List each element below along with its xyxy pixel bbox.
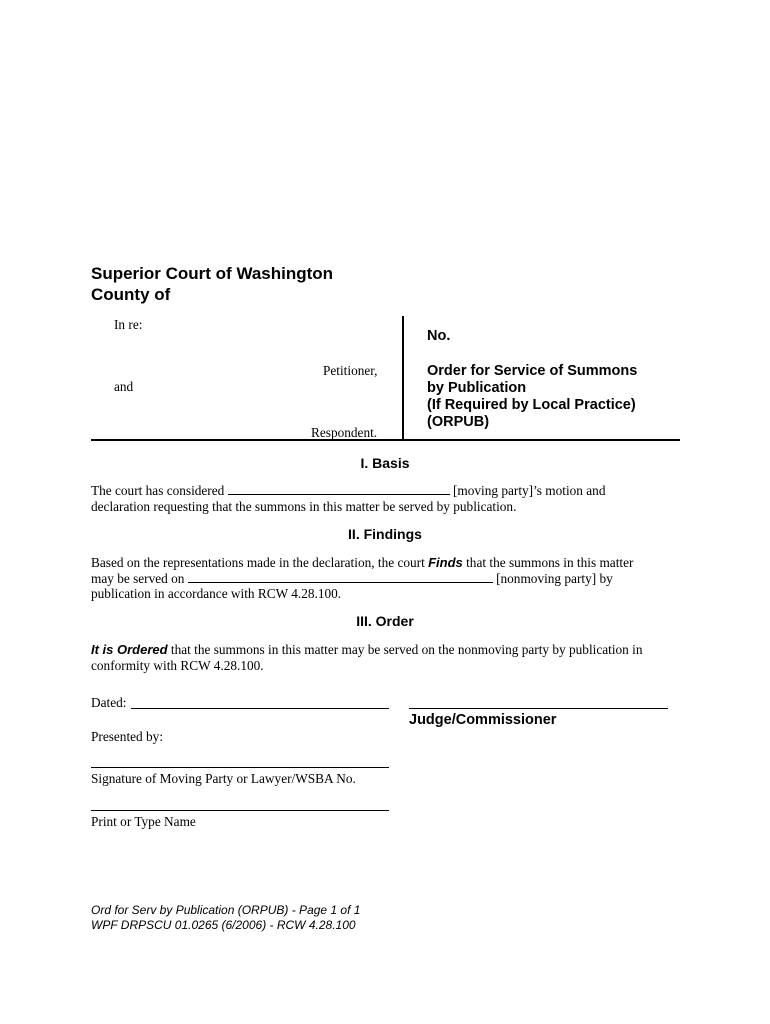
findings-paragraph (91, 555, 633, 602)
basis-line-2: declaration requesting that the summons in this matter be served by publication. (91, 498, 517, 514)
findings-line-2 (91, 571, 633, 587)
finds-emphasis: Finds (428, 555, 463, 570)
findings-line-1 (91, 555, 633, 571)
findings-line2-before: may be served on (91, 570, 185, 586)
respondent-label: Respondent. (311, 425, 378, 440)
page-footer (91, 903, 360, 933)
order-text-after: that the summons in this matter may be served on the nonmoving party by publication in (170, 642, 643, 657)
print-name-line[interactable] (91, 810, 389, 811)
findings-line2-after: [nonmoving party] by (496, 570, 613, 586)
document-title-line: by Publication (427, 380, 527, 396)
caption-bottom-rule (91, 439, 680, 441)
date-line[interactable] (131, 708, 389, 709)
basis-heading: I. Basis (360, 455, 410, 471)
order-heading: III. Order (356, 613, 414, 629)
dated-label: Dated: (91, 695, 127, 710)
document-title-line: Order for Service of Summons (427, 363, 638, 379)
nonmoving-party-blank[interactable] (188, 571, 493, 583)
presented-by-label: Presented by: (91, 729, 164, 744)
judge-signature-line[interactable] (409, 708, 668, 709)
basis-paragraph (91, 483, 605, 514)
order-line-2: conformity with RCW 4.28.100. (91, 657, 264, 673)
case-number-label: No. (427, 328, 451, 344)
basis-text-after: [moving party]’s motion and (452, 483, 606, 498)
judge-label: Judge/Commissioner (409, 712, 557, 728)
caption-divider (402, 316, 404, 440)
findings-text-before: Based on the representations made in the declaration, the court (91, 555, 425, 570)
basis-line-1 (91, 483, 605, 499)
basis-text-before: The court has considered (91, 483, 225, 498)
moving-party-blank[interactable] (228, 483, 450, 495)
county-line: County of (91, 285, 171, 304)
in-re-label: In re: (114, 317, 143, 332)
document-title-line: (ORPUB) (427, 414, 490, 430)
print-name-label: Print or Type Name (91, 814, 196, 829)
moving-party-signature-label: Signature of Moving Party or Lawyer/WSBA No. (91, 771, 356, 786)
order-paragraph (91, 642, 643, 673)
ordered-emphasis: It is Ordered (91, 642, 168, 657)
order-line-1 (91, 642, 643, 658)
court-name: Superior Court of Washington (91, 264, 334, 283)
footer-line-1: Ord for Serv by Publication (ORPUB) - Page 1 of 1 (91, 903, 361, 917)
and-label: and (114, 379, 134, 394)
findings-heading: II. Findings (348, 526, 422, 542)
findings-line-3: publication in accordance with RCW 4.28.100. (91, 586, 342, 601)
moving-party-signature-line[interactable] (91, 767, 389, 768)
findings-text-after: that the summons in this matter (466, 555, 634, 570)
document-title (427, 363, 637, 431)
footer-line-2: WPF DRPSCU 01.0265 (6/2006) - RCW 4.28.100 (91, 918, 356, 932)
document-title-line: (If Required by Local Practice) (427, 397, 636, 413)
petitioner-label: Petitioner, (323, 363, 378, 378)
